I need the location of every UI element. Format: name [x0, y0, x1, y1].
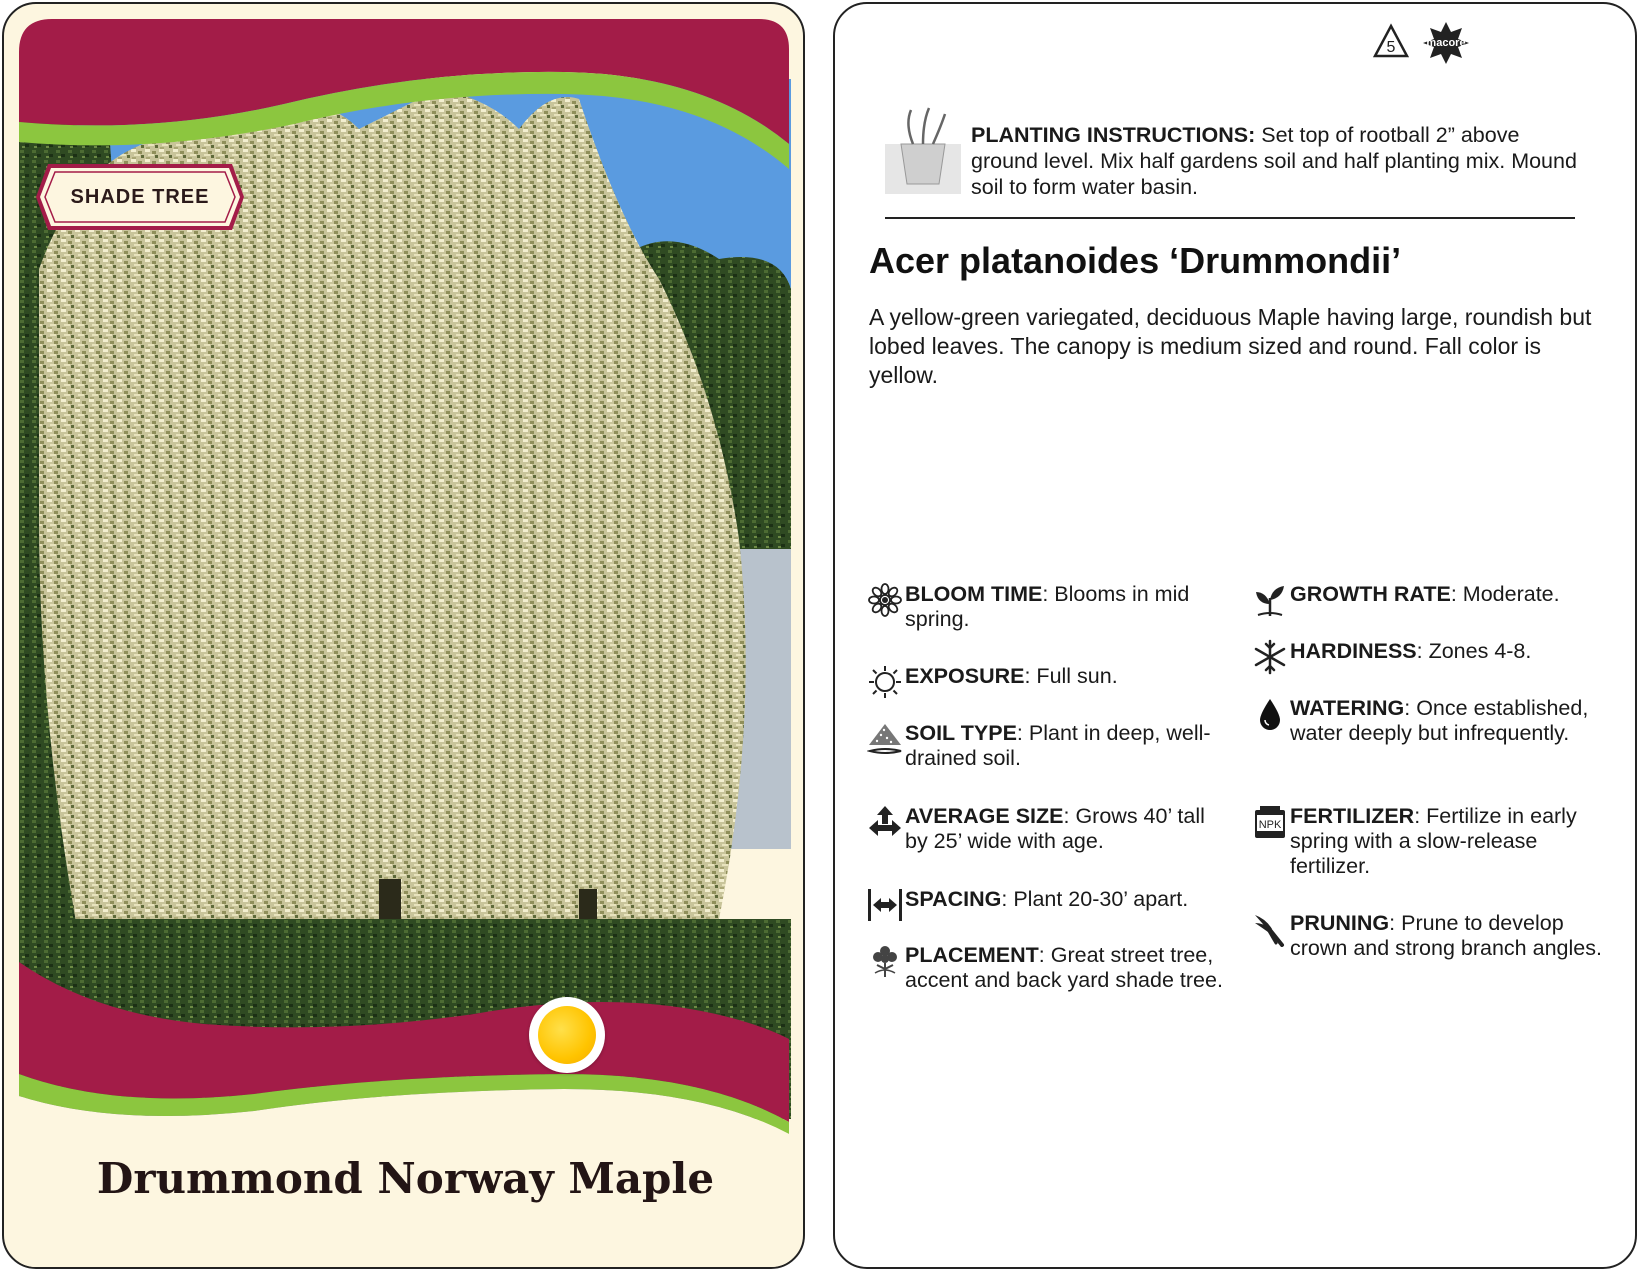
macore-icon [1421, 20, 1471, 66]
attribute-value: : Full sun. [1024, 664, 1118, 688]
sun-outline-icon [867, 664, 903, 700]
certification-icons [1371, 20, 1471, 66]
flower-icon [867, 582, 903, 618]
snowflake-icon [1252, 639, 1288, 675]
attribute-label: BLOOM TIME [905, 582, 1043, 606]
attribute-label: PRUNING [1290, 911, 1390, 935]
size-arrows-icon [867, 804, 903, 840]
recycle-5-icon [1371, 22, 1411, 62]
attribute-value: : Zones 4-8. [1416, 639, 1532, 663]
planting-body: Set top of rootball 2” above ground level. Mix half gardens soil and half planting mix. Mound soil to form water basin. [971, 123, 1577, 199]
recycle-number: 5 [1386, 39, 1396, 56]
category-badge [34, 162, 246, 232]
attribute-label: WATERING [1290, 696, 1405, 720]
category-label: SHADE TREE [70, 185, 210, 208]
attribute-label: HARDINESS [1290, 639, 1417, 663]
spacing-icon [867, 887, 903, 923]
common-name: Drummond Norway Maple [96, 1154, 715, 1203]
soil-icon [867, 721, 903, 757]
attribute-label: PLACEMENT [905, 943, 1039, 967]
macore-brand: macore [1426, 37, 1466, 49]
attribute-label: SOIL TYPE [905, 721, 1017, 745]
attribute-value: : Grows 40’ tall by 25’ wide with age. [905, 804, 1205, 853]
attribute-value: : Plant 20-30’ apart. [1001, 887, 1189, 911]
botanical-name: Acer platanoides ‘Drummondii’ [869, 240, 1402, 281]
attribute-value: : Once established, water deeply but infrequently. [1290, 696, 1589, 745]
plant-tag-front [2, 2, 805, 1269]
pruners-icon [1252, 911, 1288, 947]
sprout-icon [1252, 582, 1288, 618]
attribute-label: SPACING [905, 887, 1002, 911]
planting-label: PLANTING INSTRUCTIONS: [971, 123, 1256, 147]
attribute-value: : Fertilize in early spring with a slow-release fertilizer. [1290, 804, 1577, 878]
attribute-value: : Plant in deep, well-drained soil. [905, 721, 1211, 770]
plant-description: A yellow-green variegated, deciduous Maple having large, roundish but lobed leaves. The canopy is medium sized and round. Fall color is yellow. [869, 304, 1592, 388]
planting-text [971, 122, 1581, 200]
npk-label: NPK [1258, 819, 1282, 831]
full-sun-icon [529, 997, 605, 1073]
attribute-value: : Moderate. [1450, 582, 1560, 606]
placement-icon [867, 943, 903, 979]
attribute-value: : Great street tree, accent and back yard shade tree. [905, 943, 1223, 992]
attribute-label: FERTILIZER [1290, 804, 1415, 828]
attribute-value: : Prune to develop crown and strong branch angles. [1290, 911, 1602, 960]
fertilizer-icon [1252, 804, 1288, 840]
divider [885, 217, 1575, 219]
planting-instructions [883, 104, 1583, 200]
attribute-label: EXPOSURE [905, 664, 1025, 688]
attribute-value: : Blooms in mid spring. [905, 582, 1190, 631]
plant-tag-back [833, 2, 1637, 1269]
attribute-label: GROWTH RATE [1290, 582, 1451, 606]
pot-icon [883, 104, 963, 196]
water-drop-icon [1252, 696, 1288, 732]
attribute-label: AVERAGE SIZE [905, 804, 1064, 828]
